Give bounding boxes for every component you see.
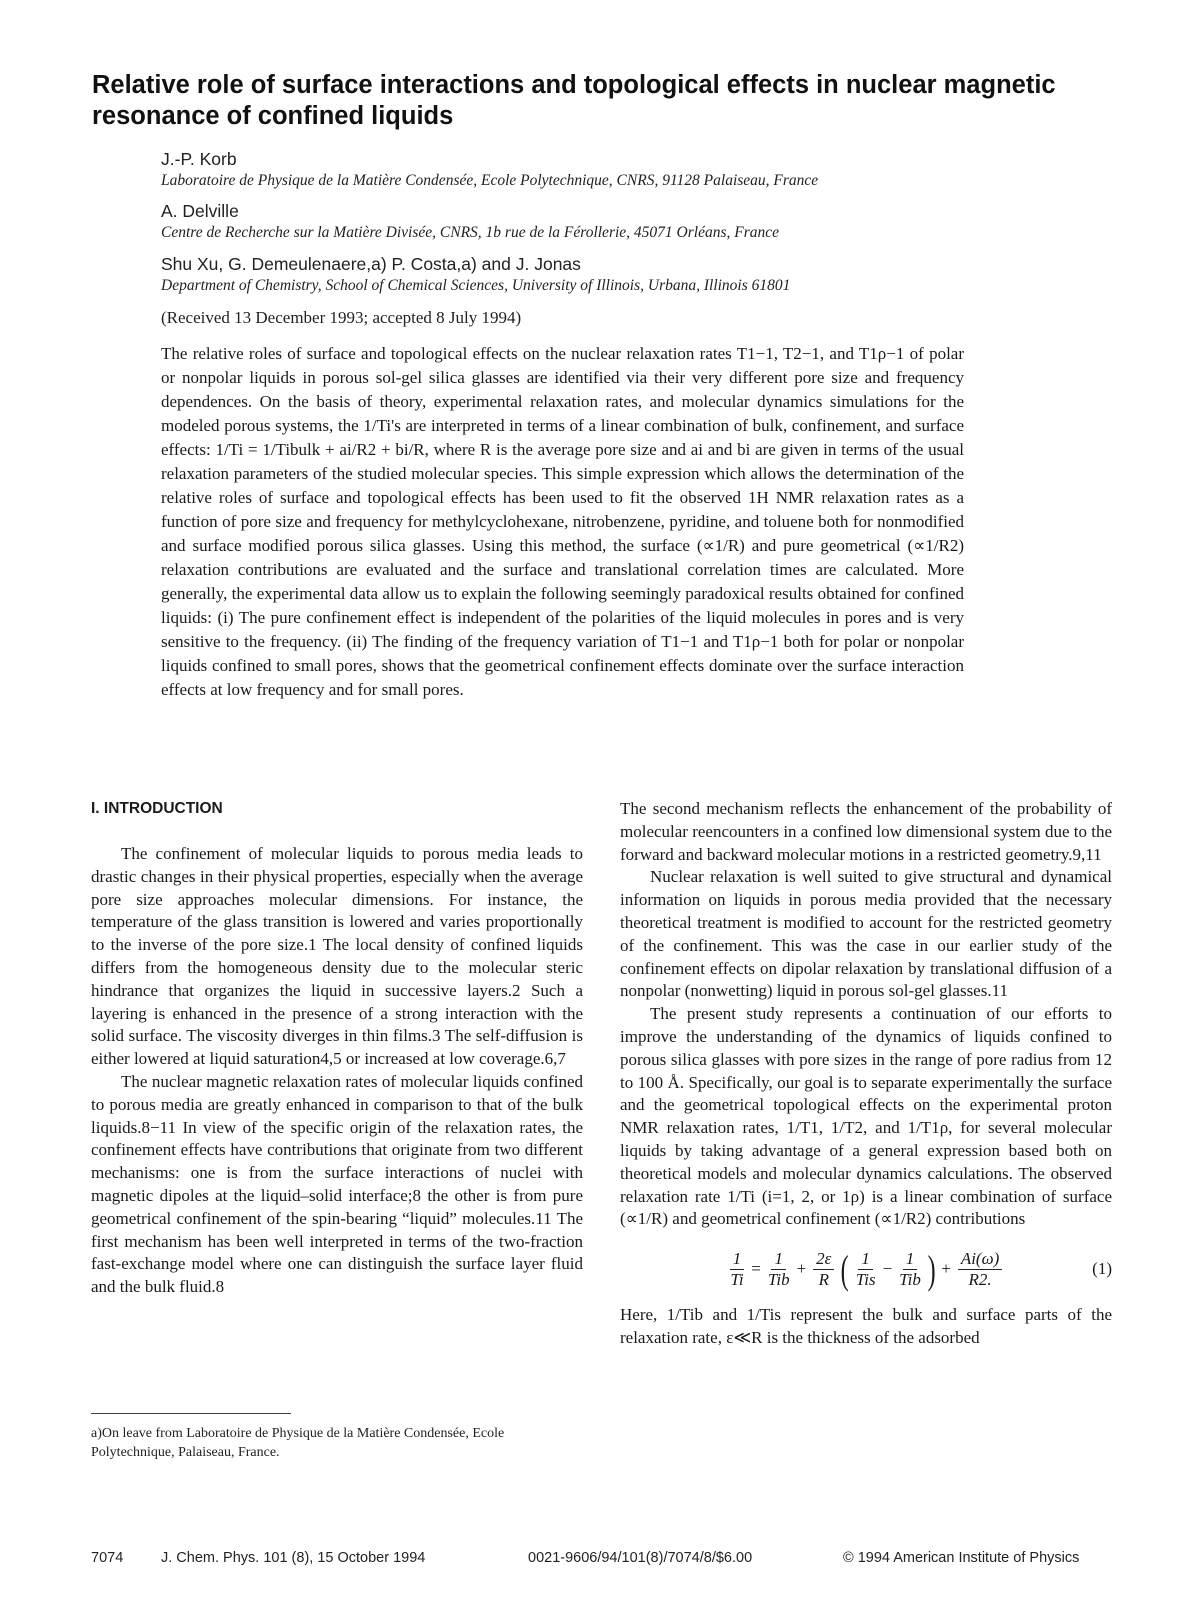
eq-numerator: 1 (730, 1249, 745, 1270)
body-paragraph: Here, 1/Tib and 1/Tis represent the bulk and surface parts of the relaxation rate, ε≪R is the thickness of the adsorbed (620, 1305, 1112, 1347)
body-paragraph: The nuclear magnetic relaxation rates of molecular liquids confined to porous media are greatly enhanced in comparison to that of the bulk liquids.8−11 In view of the specific origin of the relaxation rates, the confinement effects have contributions that originate from two different mechanisms: one is from the surface interactions of nuclei with magnetic dipoles at the liquid–solid interface;8 the other is from pure geometrical confinement of the spin-bearing “liquid” molecules.11 The first mechanism has been well interpreted in terms of the two-fraction fast-exchange model where one can distinguish the surface layer fluid and the bulk fluid.8 (91, 1071, 583, 1297)
author-name: Shu Xu, G. Demeulenaere,a) P. Costa,a) and J. Jonas (161, 254, 581, 274)
eq-denominator: Tis (855, 1270, 876, 1290)
body-paragraph: Nuclear relaxation is well suited to give structural and dynamical information on liquids in porous media provided that the necessary theoretical treatment is modified to account for the restricted geometry of the confinement. This was the case in our earlier study of the confinement effects on dipolar relaxation by translational diffusion of a nonpolar (nonwetting) liquid in porous sol-gel glasses.11 (620, 867, 1112, 1001)
copyright: © 1994 American Institute of Physics (843, 1550, 1080, 1566)
left-column (91, 798, 583, 1299)
author-name: J.-P. Korb (161, 149, 237, 169)
eq-denominator: R (818, 1270, 829, 1290)
eq-denominator: Ti (730, 1270, 744, 1290)
eq-numerator: 1 (903, 1249, 918, 1270)
right-column (620, 798, 1112, 1350)
eq-numerator: 2ε (813, 1249, 834, 1270)
equation-1: $\frac{1}{Ti}$ = $\frac{1}{\text{Tib}}$ + $\frac{2\varepsilon}{R}$ ( $\frac{1}{\text{Tis}}$ − $\frac{1}{\text{Tib}}$ ) + $\frac{Ai(\omega)}{R2.}$ (1) (730, 1246, 1112, 1292)
eq-numerator: 1 (858, 1249, 873, 1270)
eq-denominator: Tib (899, 1270, 921, 1290)
journal-citation: J. Chem. Phys. 101 (8), 15 October 1994 (161, 1550, 426, 1566)
author-affiliation: Laboratoire de Physique de la Matière Condensée, Ecole Polytechnique, CNRS, 91128 Palaiseau, France (161, 172, 819, 189)
footnote-rule (91, 1413, 291, 1414)
equation-number: (1) (1092, 1259, 1112, 1279)
eq-numerator: Ai(ω) (958, 1249, 1002, 1270)
author-name: A. Delville (161, 201, 239, 221)
body-paragraph: The present study represents a continuation of our efforts to improve the understanding of the dynamics of liquids confined to porous silica glasses with pore sizes in the range of pore radius from 12 to 100 Å. Specifically, our goal is to separate experimentally the surface and the geometrical topological effects on the experimental proton NMR relaxation rates, 1/T1, 1/T2, and 1/T1ρ, for several molecular liquids by taking advantage of a general expression based both on theoretical models and molecular dynamics calculations. The observed relaxation rate 1/Ti (i=1, 2, or 1ρ) is a linear combination of surface (∝1/R) and geometrical confinement (∝1/R2) contributions (620, 1004, 1112, 1229)
article-title: Relative role of surface interactions and topological effects in nuclear magnetic resonance of confined liquids (92, 71, 1056, 130)
article-code: 0021-9606/94/101(8)/7074/8/$6.00 (528, 1550, 753, 1566)
section-heading: I. INTRODUCTION (91, 800, 223, 817)
abstract: The relative roles of surface and topological effects on the nuclear relaxation rates T1−1, T2−1, and T1ρ−1 of polar or nonpolar liquids in porous sol-gel silica glasses are identified via their very different pore size and frequency dependences. On the basis of theory, experimental relaxation rates, and molecular dynamics simulations for the modeled porous systems, the 1/Ti's are interpreted in terms of a linear combination of bulk, confinement, and surface effects: 1/Ti = 1/Tibulk + ai/R2 + bi/R, where R is the average pore size and ai and bi are given in terms of the usual relaxation parameters of the studied molecular species. This simple expression which allows the determination of the relative roles of surface and topological effects has been used to fit the observed 1H NMR relaxation rates as a function of pore size and frequency for methylcyclohexane, nitrobenzene, pyridine, and toluene both for nonmodified and surface modified porous silica glasses. Using this method, the surface (∝1/R) and pure geometrical (∝1/R2) relaxation contributions are evaluated and the surface and translational correlation times are calculated. More generally, the experimental data allow us to explain the following seemingly paradoxical results obtained for confined liquids: (i) The pure confinement effect is independent of the polarities of the liquid molecules in pores and is very sensitive to the frequency. (ii) The finding of the frequency variation of T1−1 and T1ρ−1 both for polar or nonpolar liquids confined to small pores, shows that the geometrical confinement effects dominate over the surface interaction effects at low frequency and for small pores. (161, 344, 964, 699)
eq-denominator: Tib (767, 1270, 790, 1290)
page-number: 7074 (91, 1550, 124, 1566)
footnote: a)On leave from Laboratoire de Physique de la Matière Condensée, Ecole Polytechnique, Palaiseau, France. (91, 1426, 505, 1460)
eq-numerator: 1 (771, 1249, 786, 1270)
received-dates: (Received 13 December 1993; accepted 8 July 1994) (161, 308, 522, 327)
body-paragraph: The confinement of molecular liquids to porous media leads to drastic changes in their physical properties, especially when the average pore size approaches molecular dimensions. For instance, the temperature of the glass transition is lowered and varies proportionally to the inverse of the pore size.1 The local density of confined liquids differs from the homogeneous density due to the molecular steric hindrance that organizes the liquid in successive layers.2 Such a layering is enhanced in the presence of a strong interaction with the solid surface. The viscosity diverges in thin films.3 The self-diffusion is either lowered at liquid saturation4,5 or increased at low coverage.6,7 (91, 844, 583, 1069)
eq-denominator: R2. (968, 1270, 992, 1290)
author-affiliation: Department of Chemistry, School of Chemical Sciences, University of Illinois, Urbana, Illinois 61801 (161, 277, 791, 294)
author-affiliation: Centre de Recherche sur la Matière Divisée, CNRS, 1b rue de la Férollerie, 45071 Orléans, France (161, 224, 779, 241)
body-paragraph: The second mechanism reflects the enhancement of the probability of molecular reencounters in a confined low dimensional system due to the forward and backward molecular motions in a restricted geometry.9,11 (620, 799, 1112, 864)
